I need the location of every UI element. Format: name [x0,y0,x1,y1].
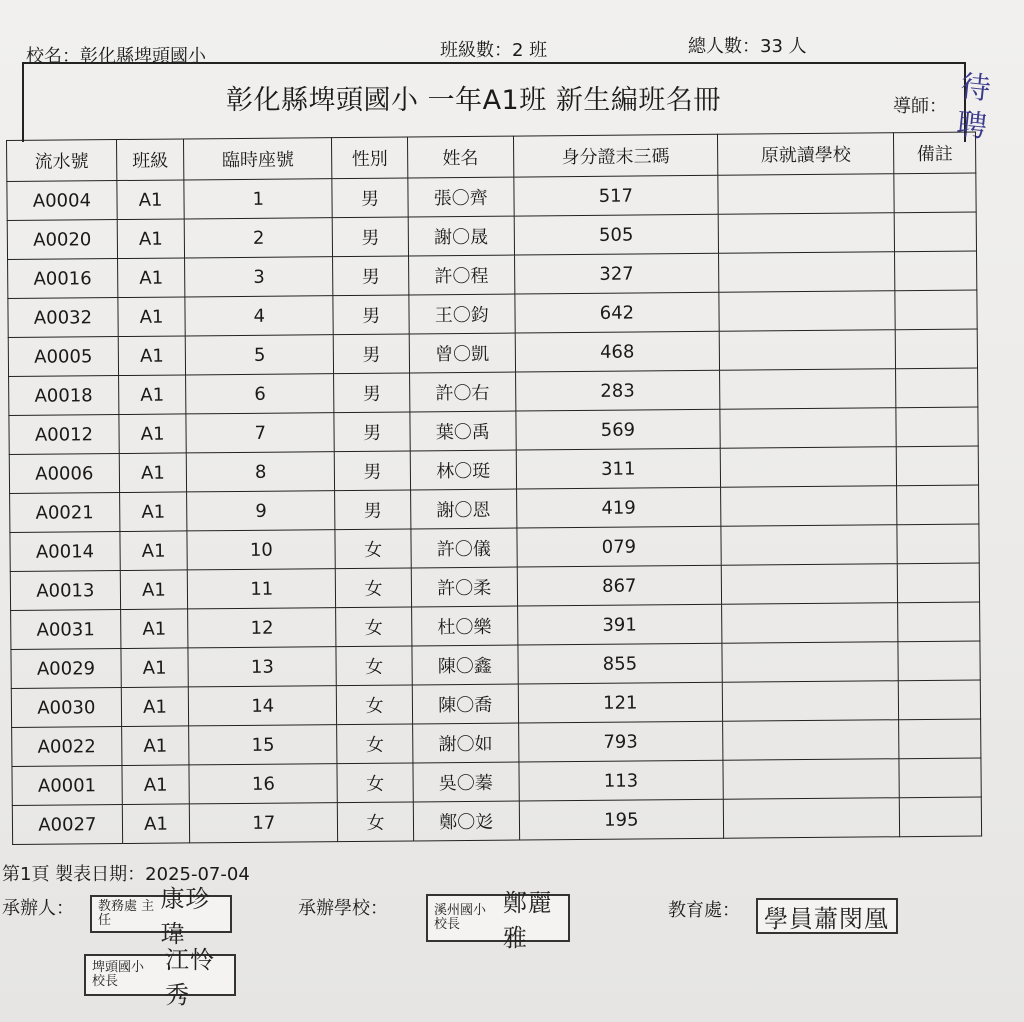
document-title: 彰化縣埤頭國小 一年A1班 新生編班名冊 [226,85,721,116]
name-cell: 王〇鈞 [409,294,515,334]
class-cell: A1 [121,726,189,766]
class-cell: A1 [119,492,187,532]
id-last3-cell: 855 [518,643,723,684]
previous-school-cell [719,252,896,293]
name-cell: 曾〇凱 [409,333,515,373]
id-last3-cell: 327 [514,253,719,294]
class-cell: A1 [118,297,186,337]
notes-cell [894,173,976,213]
notes-cell [898,602,980,642]
column-header-id-last3: 身分證末三碼 [513,134,718,177]
column-header-notes: 備註 [894,132,976,174]
notes-cell [895,251,977,291]
id-last3-cell: 079 [517,526,722,567]
teacher-label: 導師： [893,96,947,117]
roster-body [7,173,982,844]
teacher-signature: 待聘 [954,69,993,145]
gender-cell: 女 [337,685,413,725]
column-header-seat: 臨時座號 [184,138,332,180]
notes-cell [896,368,978,408]
serial-cell: A0013 [10,571,120,611]
previous-school-cell [720,408,897,449]
class-cell: A1 [117,258,185,298]
class-cell: A1 [117,180,185,220]
name-cell: 鄭〇彣 [413,801,519,841]
previous-school-cell [718,213,895,254]
notes-cell [895,290,977,330]
gender-cell: 男 [333,295,409,335]
serial-cell: A0001 [12,766,122,806]
previous-school-cell [721,564,898,605]
stamp-title: 溪州國小 校長 [434,903,487,932]
column-header-name: 姓名 [407,136,513,178]
class-cell: A1 [120,570,188,610]
serial-cell: A0014 [10,532,120,572]
academic-director-stamp [90,885,232,948]
name-cell: 許〇程 [408,255,514,295]
stamp-name: 學員蕭閔凰 [764,904,889,933]
gender-cell: 男 [332,178,408,218]
serial-cell: A0004 [7,181,117,221]
name-cell: 吳〇蓁 [413,762,519,802]
notes-cell [900,797,982,837]
class-cell: A1 [119,414,187,454]
id-last3-cell: 113 [519,760,724,801]
gender-cell: 女 [336,607,412,647]
principal-stamp [84,946,236,1009]
previous-school-cell [723,720,900,761]
seat-cell: 15 [189,725,337,765]
seat-cell: 13 [188,647,336,687]
seat-cell: 9 [187,491,335,531]
seat-cell: 16 [189,764,337,804]
name-cell: 許〇儀 [411,528,517,568]
class-cell: A1 [118,336,186,376]
id-last3-cell: 569 [515,409,720,450]
serial-cell: A0029 [11,649,121,689]
name-cell: 林〇珽 [410,450,516,490]
previous-school-cell [720,369,897,410]
seat-cell: 8 [187,452,335,492]
class-cell: A1 [119,453,187,493]
class-cell: A1 [120,531,188,571]
serial-cell: A0021 [10,493,120,533]
column-header-serial: 流水號 [7,140,117,182]
id-last3-cell: 195 [519,799,724,840]
serial-cell: A0022 [12,727,122,767]
seat-cell: 2 [184,218,332,258]
id-last3-cell: 391 [517,604,722,645]
education-office-stamp [756,898,898,934]
class-cell: A1 [121,648,189,688]
gender-cell: 男 [333,256,409,296]
table-row [12,797,981,844]
name-cell: 許〇右 [409,372,515,412]
name-cell: 謝〇恩 [410,489,516,529]
serial-cell: A0016 [8,259,118,299]
seat-cell: 12 [188,608,336,648]
serial-cell: A0030 [11,688,121,728]
seat-cell: 10 [187,530,335,570]
gender-cell: 女 [338,802,414,842]
name-cell: 謝〇晟 [408,216,514,256]
notes-cell [899,719,981,759]
handling-school-label: 承辦學校： [298,898,388,919]
gender-cell: 男 [334,334,410,374]
notes-cell [897,485,979,525]
previous-school-cell [722,681,899,722]
stamp-name: 康珍瑋 [160,885,211,948]
previous-school-cell [721,486,898,527]
class-cell: A1 [118,375,186,415]
class-cell: A1 [121,687,189,727]
gender-cell: 女 [337,724,413,764]
id-last3-cell: 283 [515,370,720,411]
gender-cell: 男 [335,451,411,491]
serial-cell: A0031 [11,610,121,650]
class-count-label: 班級數：2 班 [440,40,548,61]
previous-school-cell [719,291,896,332]
notes-cell [898,563,980,603]
previous-school-cell [719,330,896,371]
gender-cell: 男 [335,490,411,530]
serial-cell: A0005 [8,337,118,377]
stamp-name: 江怜秀 [165,946,215,1009]
seat-cell: 4 [185,296,333,336]
seat-cell: 1 [184,179,332,219]
education-office-label: 教育處： [668,900,740,921]
class-cell: A1 [117,219,185,259]
gender-cell: 男 [334,412,410,452]
id-last3-cell: 867 [517,565,722,606]
name-cell: 陳〇鑫 [412,645,518,685]
name-cell: 張〇齊 [408,177,514,217]
seat-cell: 14 [189,686,337,726]
seat-cell: 11 [188,569,336,609]
id-last3-cell: 793 [518,721,723,762]
serial-cell: A0032 [8,298,118,338]
notes-cell [899,680,981,720]
name-cell: 陳〇喬 [412,684,518,724]
stamp-title: 教務處 主任 [98,899,155,928]
id-last3-cell: 505 [514,214,719,255]
id-last3-cell: 419 [516,487,721,528]
handler-label: 承辦人： [2,898,74,919]
stamp-title: 埤頭國小 校長 [92,960,145,989]
notes-cell [898,641,980,681]
name-cell: 葉〇禹 [410,411,516,451]
notes-cell [897,446,979,486]
serial-cell: A0012 [9,415,119,455]
seat-cell: 17 [190,803,338,843]
name-cell: 許〇柔 [411,567,517,607]
gender-cell: 女 [336,646,412,686]
class-cell: A1 [122,765,190,805]
seat-cell: 3 [185,257,333,297]
seat-cell: 7 [186,413,334,453]
previous-school-cell [723,759,900,800]
gender-cell: 女 [335,529,411,569]
previous-school-cell [723,798,900,839]
previous-school-cell [722,603,899,644]
serial-cell: A0020 [7,220,117,260]
total-count-label: 總人數：33 人 [688,36,807,57]
stamp-name: 鄭麗雅 [502,889,553,952]
school-name-label: 校名：彰化縣埤頭國小 [26,46,206,67]
page-and-date: 第1頁 製表日期：2025-07-04 [2,864,250,885]
seat-cell: 5 [185,335,333,375]
id-last3-cell: 517 [513,175,718,216]
class-cell: A1 [120,609,188,649]
notes-cell [899,758,981,798]
notes-cell [897,524,979,564]
name-cell: 杜〇樂 [411,606,517,646]
id-last3-cell: 311 [516,448,721,489]
school-principal-stamp [426,889,570,952]
class-cell: A1 [122,804,190,844]
gender-cell: 女 [337,763,413,803]
serial-cell: A0018 [9,376,119,416]
id-last3-cell: 468 [515,331,720,372]
gender-cell: 男 [334,373,410,413]
seat-cell: 6 [186,374,334,414]
gender-cell: 男 [333,217,409,257]
id-last3-cell: 642 [514,292,719,333]
previous-school-cell [722,642,899,683]
gender-cell: 女 [336,568,412,608]
column-header-class: 班級 [116,139,184,181]
notes-cell [896,407,978,447]
serial-cell: A0006 [9,454,119,494]
roster-table [6,132,982,845]
serial-cell: A0027 [12,805,122,845]
id-last3-cell: 121 [518,682,723,723]
notes-cell [895,212,977,252]
column-header-gender: 性別 [332,137,408,179]
column-header-previous-school: 原就讀學校 [718,133,895,176]
notes-cell [896,329,978,369]
name-cell: 謝〇如 [412,723,518,763]
previous-school-cell [718,174,895,215]
previous-school-cell [720,447,897,488]
previous-school-cell [721,525,898,566]
